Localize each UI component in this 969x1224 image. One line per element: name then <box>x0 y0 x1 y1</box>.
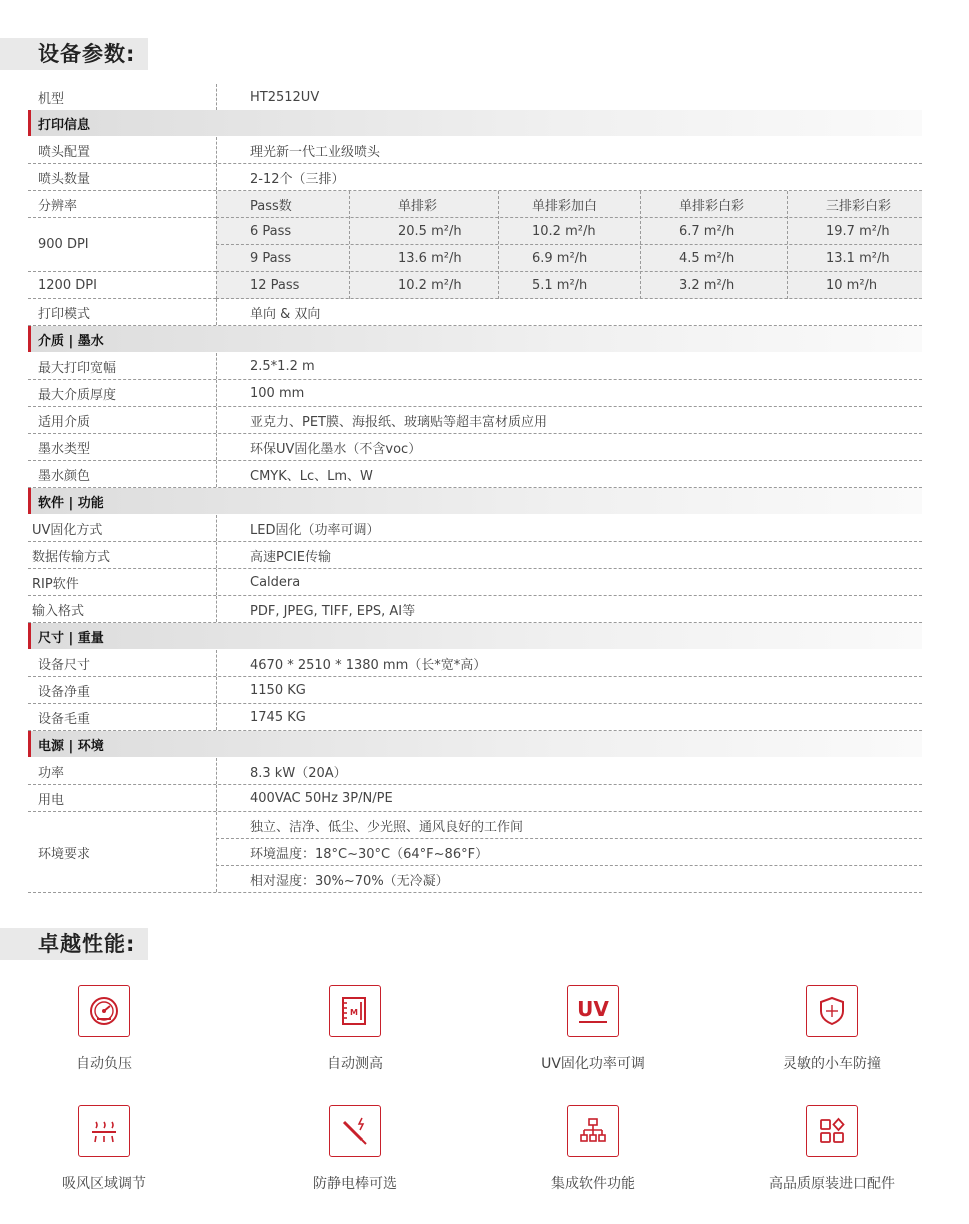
category-title: 电源 | 环境 <box>38 738 104 754</box>
spec-row-max-width <box>28 353 922 380</box>
shield-icon <box>806 985 858 1037</box>
row-label: 打印模式 <box>38 306 91 322</box>
uv-icon <box>567 985 619 1037</box>
table-header-row <box>216 191 922 218</box>
row-label: 环境要求 <box>38 846 91 862</box>
spec-row-gross-weight <box>28 704 922 731</box>
row-value: 2-12个（三排） <box>250 171 345 187</box>
row-label: 设备尺寸 <box>38 657 91 673</box>
gauge-icon <box>78 985 130 1037</box>
row-value: 8.3 kW（20A） <box>250 765 347 781</box>
feature-label: 吸风区域调节 <box>62 1176 146 1192</box>
parts-grid-icon <box>806 1105 858 1157</box>
row-label: 最大打印宽幅 <box>38 360 117 376</box>
svg-text:M: M <box>350 1008 358 1017</box>
spec-row-ink-type <box>28 434 922 461</box>
row-value: 亚克力、PET膜、海报纸、玻璃贴等超丰富材质应用 <box>250 414 547 430</box>
row-value: CMYK、Lc、Lm、W <box>250 468 373 484</box>
table-cell: 13.6 m²/h <box>398 250 462 266</box>
feature-label: UV固化功率可调 <box>541 1056 645 1072</box>
row-label: 墨水类型 <box>38 441 91 457</box>
feature-item <box>498 1105 688 1193</box>
row-value: LED固化（功率可调） <box>250 522 380 538</box>
row-label: 喷头配置 <box>38 144 91 160</box>
row-value: 4670 * 2510 * 1380 mm（长*宽*高） <box>250 657 487 673</box>
table-cell: 9 Pass <box>250 250 292 266</box>
category-power-env <box>28 731 922 757</box>
table-cell: 6 Pass <box>250 223 292 239</box>
row-label: 设备净重 <box>38 684 91 700</box>
table-cell: 13.1 m²/h <box>826 250 890 266</box>
table-header-cell: 三排彩白彩 <box>826 198 892 214</box>
table-header-cell: 单排彩白彩 <box>679 198 745 214</box>
feature-item <box>9 985 199 1073</box>
spec-row-media <box>28 407 922 434</box>
row-label: 用电 <box>38 792 65 808</box>
row-label: 设备毛重 <box>38 711 91 727</box>
row-label: 输入格式 <box>32 603 85 619</box>
row-label: 分辨率 <box>38 198 78 214</box>
env-line: 相对湿度：30%~70%（无冷凝） <box>250 873 449 889</box>
env-line: 环境温度：18°C~30°C（64°F~86°F） <box>250 846 489 862</box>
table-cell: 12 Pass <box>250 277 300 293</box>
spec-row-head-count <box>28 164 922 191</box>
row-value: 2.5*1.2 m <box>250 358 315 374</box>
table-row <box>216 218 922 245</box>
feature-label: 自动测高 <box>327 1056 383 1072</box>
row-value: Caldera <box>250 574 301 590</box>
row-label: 适用介质 <box>38 414 91 430</box>
row-label: 功率 <box>38 765 65 781</box>
table-cell: 10.2 m²/h <box>398 277 462 293</box>
category-print-info <box>28 110 922 136</box>
feature-item <box>260 985 450 1073</box>
spec-row-max-thickness <box>28 380 922 407</box>
table-cell: 10 m²/h <box>826 277 878 293</box>
category-size-weight <box>28 623 922 649</box>
perf-section-title: 卓越性能: <box>0 928 148 960</box>
row-label: 1200 DPI <box>38 277 97 293</box>
row-value: 环保UV固化墨水（不含voc） <box>250 441 422 457</box>
spec-row-uv-cure <box>28 515 922 542</box>
spec-row-input-format <box>28 596 922 623</box>
spec-row-ink-colors <box>28 461 922 488</box>
table-header-cell: 单排彩加白 <box>532 198 598 214</box>
spec-row-head-config <box>28 137 922 164</box>
spec-row-print-mode <box>28 299 922 326</box>
feature-label: 防静电棒可选 <box>313 1176 397 1192</box>
feature-label: 高品质原装进口配件 <box>769 1176 895 1192</box>
row-value: 高速PCIE传输 <box>250 549 331 565</box>
category-title: 打印信息 <box>38 117 91 133</box>
feature-label: 自动负压 <box>76 1056 132 1072</box>
feature-item <box>260 1105 450 1193</box>
spec-row-data-transfer <box>28 542 922 569</box>
category-title: 软件 | 功能 <box>38 495 104 511</box>
svg-text:UV: UV <box>577 997 609 1021</box>
category-title: 介质 | 墨水 <box>38 333 104 349</box>
feature-item <box>737 985 927 1073</box>
table-cell: 10.2 m²/h <box>532 223 596 239</box>
table-cell: 20.5 m²/h <box>398 223 462 239</box>
spec-row-env <box>28 812 922 893</box>
spec-row-model <box>28 84 922 111</box>
row-value: 单向 & 双向 <box>250 306 321 322</box>
row-value: 100 mm <box>250 385 305 401</box>
antistatic-rod-icon <box>329 1105 381 1157</box>
table-cell: 6.9 m²/h <box>532 250 588 266</box>
spec-row-power <box>28 758 922 785</box>
table-cell: 4.5 m²/h <box>679 250 735 266</box>
row-value: PDF, JPEG, TIFF, EPS, AI等 <box>250 603 416 619</box>
table-row <box>216 245 922 272</box>
spec-row-electric <box>28 785 922 812</box>
row-value: 400VAC 50Hz 3P/N/PE <box>250 790 393 806</box>
feature-label: 集成软件功能 <box>551 1176 635 1192</box>
env-line: 独立、洁净、低尘、少光照、通风良好的工作间 <box>250 819 524 835</box>
table-cell: 5.1 m²/h <box>532 277 588 293</box>
row-label: 900 DPI <box>38 237 89 252</box>
row-label: 最大介质厚度 <box>38 387 117 403</box>
feature-item <box>498 985 688 1073</box>
row-value: 1150 KG <box>250 682 306 698</box>
airflow-icon <box>78 1105 130 1157</box>
table-row <box>216 272 922 299</box>
height-measure-icon <box>329 985 381 1037</box>
spec-row-rip <box>28 569 922 596</box>
category-title: 尺寸 | 重量 <box>38 630 104 646</box>
row-label: RIP软件 <box>32 576 79 592</box>
row-label: 喷头数量 <box>38 171 91 187</box>
category-media-ink <box>28 326 922 352</box>
table-cell: 6.7 m²/h <box>679 223 735 239</box>
table-header-cell: Pass数 <box>250 198 292 214</box>
category-software <box>28 488 922 514</box>
spec-row-net-weight <box>28 677 922 704</box>
table-header-cell: 单排彩 <box>398 198 438 214</box>
table-cell: 19.7 m²/h <box>826 223 890 239</box>
table-cell: 3.2 m²/h <box>679 277 735 293</box>
row-label: 数据传输方式 <box>32 549 111 565</box>
row-value: 1745 KG <box>250 709 306 725</box>
network-icon <box>567 1105 619 1157</box>
row-label: 机型 <box>38 91 65 107</box>
resolution-table <box>216 191 922 299</box>
feature-item <box>737 1105 927 1193</box>
row-value: 理光新一代工业级喷头 <box>250 144 381 160</box>
row-label: UV固化方式 <box>32 522 103 538</box>
spec-section-title: 设备参数: <box>0 38 148 70</box>
row-label: 墨水颜色 <box>38 468 91 484</box>
feature-label: 灵敏的小车防撞 <box>783 1056 881 1072</box>
feature-item <box>9 1105 199 1193</box>
spec-row-size <box>28 650 922 677</box>
row-value: HT2512UV <box>250 89 320 105</box>
